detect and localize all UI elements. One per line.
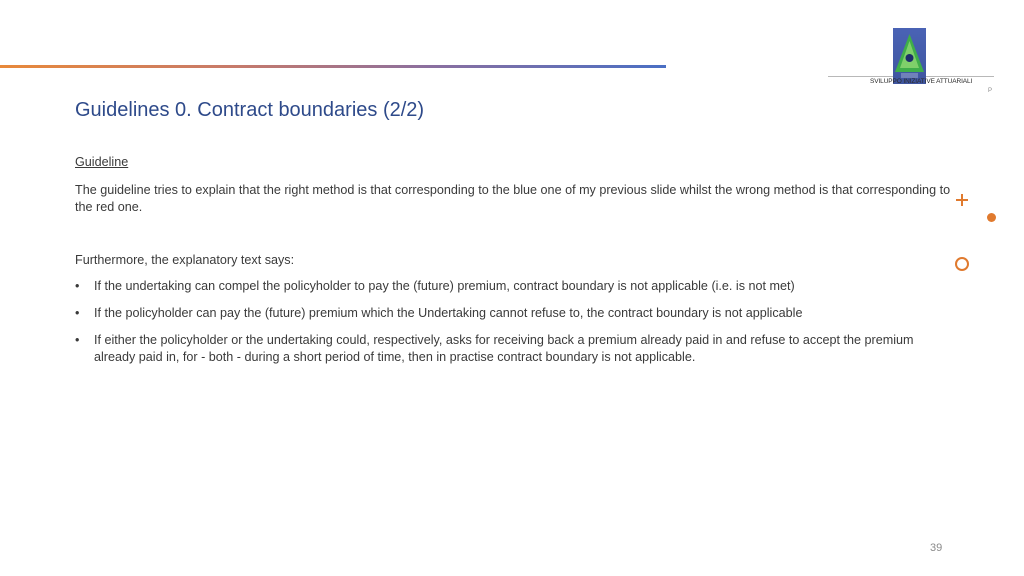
guideline-paragraph: The guideline tries to explain that the right method is that corresponding to the blue one of my previous slide whilst the wrong method is that corresponding to the red one. xyxy=(75,183,951,214)
bullet-icon: • xyxy=(75,279,80,293)
ring-icon xyxy=(955,257,969,271)
bullet-list xyxy=(75,278,955,366)
list-item xyxy=(75,278,955,295)
slide-title: Guidelines 0. Contract boundaries (2/2) xyxy=(75,99,425,121)
logo-emblem xyxy=(893,28,926,84)
plus-icon xyxy=(955,193,969,207)
list-item xyxy=(75,332,955,366)
bullet-icon: • xyxy=(75,333,80,347)
slide-body xyxy=(75,154,955,376)
page-number: 39 xyxy=(930,542,943,554)
bullet-icon: • xyxy=(75,306,80,320)
triangle-emblem-icon xyxy=(893,28,926,84)
explanatory-intro: Furthermore, the explanatory text says: xyxy=(75,253,295,267)
dot-icon xyxy=(987,213,996,222)
list-item-text: If the policyholder can pay the (future) premium which the Undertaking cannot refuse to, the contract boundary is not applicable xyxy=(94,306,803,320)
list-item-text: If the undertaking can compel the policyholder to pay the (future) premium, contract boundary is not applicable (i.e. is not met) xyxy=(94,279,795,293)
section-subtitle: Guideline xyxy=(75,155,129,169)
logo-side-mark: P xyxy=(988,88,993,94)
list-item-text: If either the policyholder or the undertaking could, respectively, asks for receiving back a premium already paid in and refuse to accept the premium already paid in, for - both - during a short period of time, then in practise contract boundary is not applicable. xyxy=(94,333,914,364)
logo-tagline: SVILUPPO INIZIATIVE ATTUARIALI xyxy=(870,78,973,85)
company-logo xyxy=(828,26,994,98)
list-item xyxy=(75,305,955,322)
header-gradient-rule xyxy=(0,65,666,68)
